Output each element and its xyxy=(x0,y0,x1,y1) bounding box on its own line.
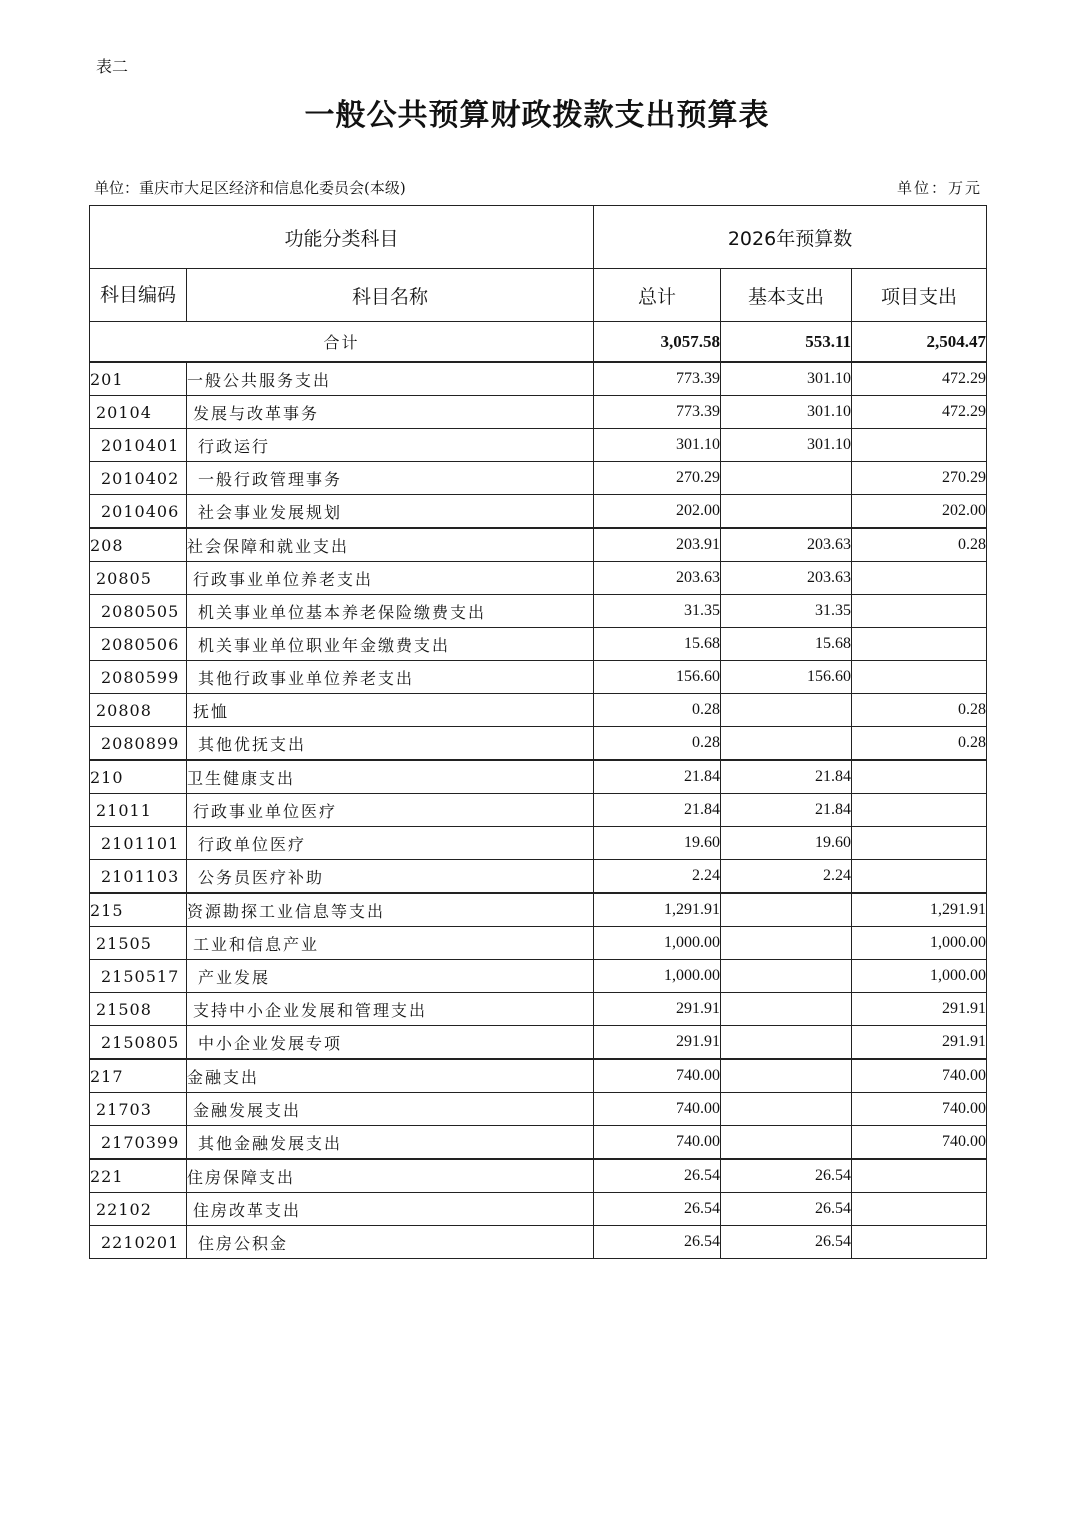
row-basic xyxy=(721,960,852,993)
row-basic: 301.10 xyxy=(721,396,852,429)
row-total: 270.29 xyxy=(594,462,721,495)
row-name: 金融发展支出 xyxy=(187,1093,594,1126)
table-body xyxy=(90,362,987,1259)
row-basic xyxy=(721,1093,852,1126)
table-row xyxy=(90,1093,987,1126)
table-row xyxy=(90,727,987,761)
table-row xyxy=(90,595,987,628)
row-name: 金融支出 xyxy=(187,1059,594,1093)
row-name: 社会保障和就业支出 xyxy=(187,528,594,562)
table-row xyxy=(90,562,987,595)
row-basic: 301.10 xyxy=(721,362,852,396)
row-name: 抚恤 xyxy=(187,694,594,727)
row-code: 2101101 xyxy=(90,827,187,860)
row-project xyxy=(852,1159,987,1193)
row-name: 发展与改革事务 xyxy=(187,396,594,429)
row-name: 一般行政管理事务 xyxy=(187,462,594,495)
row-code: 201 xyxy=(90,362,187,396)
currency-unit-label: 单位：万元 xyxy=(896,179,982,197)
row-code: 2080505 xyxy=(90,595,187,628)
row-code: 221 xyxy=(90,1159,187,1193)
row-project xyxy=(852,1226,987,1259)
row-total: 1,000.00 xyxy=(594,960,721,993)
row-total: 202.00 xyxy=(594,495,721,529)
row-name: 住房公积金 xyxy=(187,1226,594,1259)
total-label: 合计 xyxy=(90,322,594,363)
row-code: 22102 xyxy=(90,1193,187,1226)
row-project: 1,291.91 xyxy=(852,893,987,927)
row-project: 472.29 xyxy=(852,396,987,429)
row-basic xyxy=(721,1059,852,1093)
row-name: 行政事业单位医疗 xyxy=(187,794,594,827)
row-name: 其他金融发展支出 xyxy=(187,1126,594,1160)
column-group-functional-classification: 功能分类科目 xyxy=(90,206,594,269)
row-name: 机关事业单位职业年金缴费支出 xyxy=(187,628,594,661)
table-row xyxy=(90,1026,987,1060)
row-name: 行政运行 xyxy=(187,429,594,462)
column-group-budget-2026: 2026年预算数 xyxy=(594,206,987,269)
row-project: 472.29 xyxy=(852,362,987,396)
row-basic: 21.84 xyxy=(721,760,852,794)
row-total: 31.35 xyxy=(594,595,721,628)
column-header-total: 总计 xyxy=(594,269,721,322)
row-total: 0.28 xyxy=(594,727,721,761)
row-basic xyxy=(721,462,852,495)
row-name: 产业发展 xyxy=(187,960,594,993)
row-total: 291.91 xyxy=(594,1026,721,1060)
column-header-basic: 基本支出 xyxy=(721,269,852,322)
row-code: 21703 xyxy=(90,1093,187,1126)
row-project xyxy=(852,429,987,462)
row-project: 740.00 xyxy=(852,1126,987,1160)
row-name: 社会事业发展规划 xyxy=(187,495,594,529)
row-project xyxy=(852,860,987,894)
row-total: 26.54 xyxy=(594,1226,721,1259)
row-basic xyxy=(721,495,852,529)
header-row-groups xyxy=(90,206,987,269)
row-total: 21.84 xyxy=(594,760,721,794)
row-project: 291.91 xyxy=(852,1026,987,1060)
table-row xyxy=(90,1059,987,1093)
table-row xyxy=(90,495,987,529)
row-basic: 203.63 xyxy=(721,562,852,595)
row-total: 740.00 xyxy=(594,1126,721,1160)
row-name: 其他行政事业单位养老支出 xyxy=(187,661,594,694)
row-project xyxy=(852,794,987,827)
row-total: 19.60 xyxy=(594,827,721,860)
row-code: 2080599 xyxy=(90,661,187,694)
row-project xyxy=(852,1193,987,1226)
row-total: 740.00 xyxy=(594,1093,721,1126)
row-basic: 26.54 xyxy=(721,1159,852,1193)
row-project xyxy=(852,595,987,628)
row-basic xyxy=(721,694,852,727)
row-name: 一般公共服务支出 xyxy=(187,362,594,396)
row-code: 2010406 xyxy=(90,495,187,529)
row-total: 740.00 xyxy=(594,1059,721,1093)
table-row xyxy=(90,462,987,495)
row-total: 291.91 xyxy=(594,993,721,1026)
row-project xyxy=(852,661,987,694)
row-total: 1,000.00 xyxy=(594,927,721,960)
row-basic: 15.68 xyxy=(721,628,852,661)
row-basic xyxy=(721,927,852,960)
row-total: 21.84 xyxy=(594,794,721,827)
row-code: 21011 xyxy=(90,794,187,827)
row-name: 卫生健康支出 xyxy=(187,760,594,794)
table-number-label: 表二 xyxy=(96,57,129,76)
column-header-code: 科目编码 xyxy=(90,269,187,322)
row-project: 291.91 xyxy=(852,993,987,1026)
row-project xyxy=(852,628,987,661)
row-basic: 156.60 xyxy=(721,661,852,694)
row-project: 0.28 xyxy=(852,694,987,727)
organization-unit-label: 单位：重庆市大足区经济和信息化委员会(本级) xyxy=(94,179,406,197)
row-code: 20808 xyxy=(90,694,187,727)
row-basic xyxy=(721,1026,852,1060)
row-code: 2170399 xyxy=(90,1126,187,1160)
row-project: 202.00 xyxy=(852,495,987,529)
row-project: 740.00 xyxy=(852,1093,987,1126)
row-total: 26.54 xyxy=(594,1193,721,1226)
row-project: 270.29 xyxy=(852,462,987,495)
row-basic: 21.84 xyxy=(721,794,852,827)
row-code: 20104 xyxy=(90,396,187,429)
table-row xyxy=(90,760,987,794)
row-code: 2210201 xyxy=(90,1226,187,1259)
row-basic: 2.24 xyxy=(721,860,852,894)
row-code: 20805 xyxy=(90,562,187,595)
row-name: 支持中小企业发展和管理支出 xyxy=(187,993,594,1026)
table-row xyxy=(90,794,987,827)
header-row-columns xyxy=(90,269,987,322)
row-basic: 31.35 xyxy=(721,595,852,628)
row-code: 2150805 xyxy=(90,1026,187,1060)
row-code: 210 xyxy=(90,760,187,794)
table-row xyxy=(90,893,987,927)
column-header-project: 项目支出 xyxy=(852,269,987,322)
table-row xyxy=(90,429,987,462)
row-name: 中小企业发展专项 xyxy=(187,1026,594,1060)
row-project: 1,000.00 xyxy=(852,927,987,960)
row-project: 740.00 xyxy=(852,1059,987,1093)
table-row xyxy=(90,1159,987,1193)
total-sum: 3,057.58 xyxy=(594,322,721,363)
row-code: 21505 xyxy=(90,927,187,960)
row-total: 15.68 xyxy=(594,628,721,661)
table-row xyxy=(90,628,987,661)
row-basic: 26.54 xyxy=(721,1226,852,1259)
table-row xyxy=(90,694,987,727)
table-row xyxy=(90,860,987,894)
row-project xyxy=(852,827,987,860)
table-row xyxy=(90,1226,987,1259)
row-total: 1,291.91 xyxy=(594,893,721,927)
row-project xyxy=(852,760,987,794)
row-basic xyxy=(721,727,852,761)
row-basic: 19.60 xyxy=(721,827,852,860)
column-header-name: 科目名称 xyxy=(187,269,594,322)
row-name: 行政事业单位养老支出 xyxy=(187,562,594,595)
row-total: 203.91 xyxy=(594,528,721,562)
row-basic xyxy=(721,893,852,927)
total-row xyxy=(90,322,987,363)
table-row xyxy=(90,528,987,562)
row-project xyxy=(852,562,987,595)
row-name: 工业和信息产业 xyxy=(187,927,594,960)
row-name: 住房保障支出 xyxy=(187,1159,594,1193)
table-row xyxy=(90,362,987,396)
row-name: 资源勘探工业信息等支出 xyxy=(187,893,594,927)
table-row xyxy=(90,661,987,694)
row-code: 2080506 xyxy=(90,628,187,661)
row-total: 2.24 xyxy=(594,860,721,894)
row-name: 住房改革支出 xyxy=(187,1193,594,1226)
page-title: 一般公共预算财政拨款支出预算表 xyxy=(304,98,770,133)
row-code: 208 xyxy=(90,528,187,562)
row-code: 2080899 xyxy=(90,727,187,761)
total-project: 2,504.47 xyxy=(852,322,987,363)
row-code: 2010402 xyxy=(90,462,187,495)
table-row xyxy=(90,960,987,993)
row-total: 26.54 xyxy=(594,1159,721,1193)
total-basic: 553.11 xyxy=(721,322,852,363)
row-basic: 301.10 xyxy=(721,429,852,462)
row-name: 机关事业单位基本养老保险缴费支出 xyxy=(187,595,594,628)
row-project: 1,000.00 xyxy=(852,960,987,993)
row-name: 行政单位医疗 xyxy=(187,827,594,860)
row-total: 0.28 xyxy=(594,694,721,727)
row-code: 2010401 xyxy=(90,429,187,462)
row-code: 2150517 xyxy=(90,960,187,993)
row-code: 215 xyxy=(90,893,187,927)
row-name: 其他优抚支出 xyxy=(187,727,594,761)
row-name: 公务员医疗补助 xyxy=(187,860,594,894)
budget-table xyxy=(89,205,987,1259)
table-row xyxy=(90,993,987,1026)
table-row xyxy=(90,827,987,860)
table-row xyxy=(90,927,987,960)
row-basic xyxy=(721,993,852,1026)
row-total: 773.39 xyxy=(594,396,721,429)
row-code: 217 xyxy=(90,1059,187,1093)
row-code: 21508 xyxy=(90,993,187,1026)
row-basic: 26.54 xyxy=(721,1193,852,1226)
row-total: 773.39 xyxy=(594,362,721,396)
row-basic xyxy=(721,1126,852,1160)
row-project: 0.28 xyxy=(852,727,987,761)
row-project: 0.28 xyxy=(852,528,987,562)
table-row xyxy=(90,1193,987,1226)
row-basic: 203.63 xyxy=(721,528,852,562)
row-total: 203.63 xyxy=(594,562,721,595)
row-total: 156.60 xyxy=(594,661,721,694)
row-total: 301.10 xyxy=(594,429,721,462)
table-row xyxy=(90,1126,987,1160)
table-row xyxy=(90,396,987,429)
row-code: 2101103 xyxy=(90,860,187,894)
